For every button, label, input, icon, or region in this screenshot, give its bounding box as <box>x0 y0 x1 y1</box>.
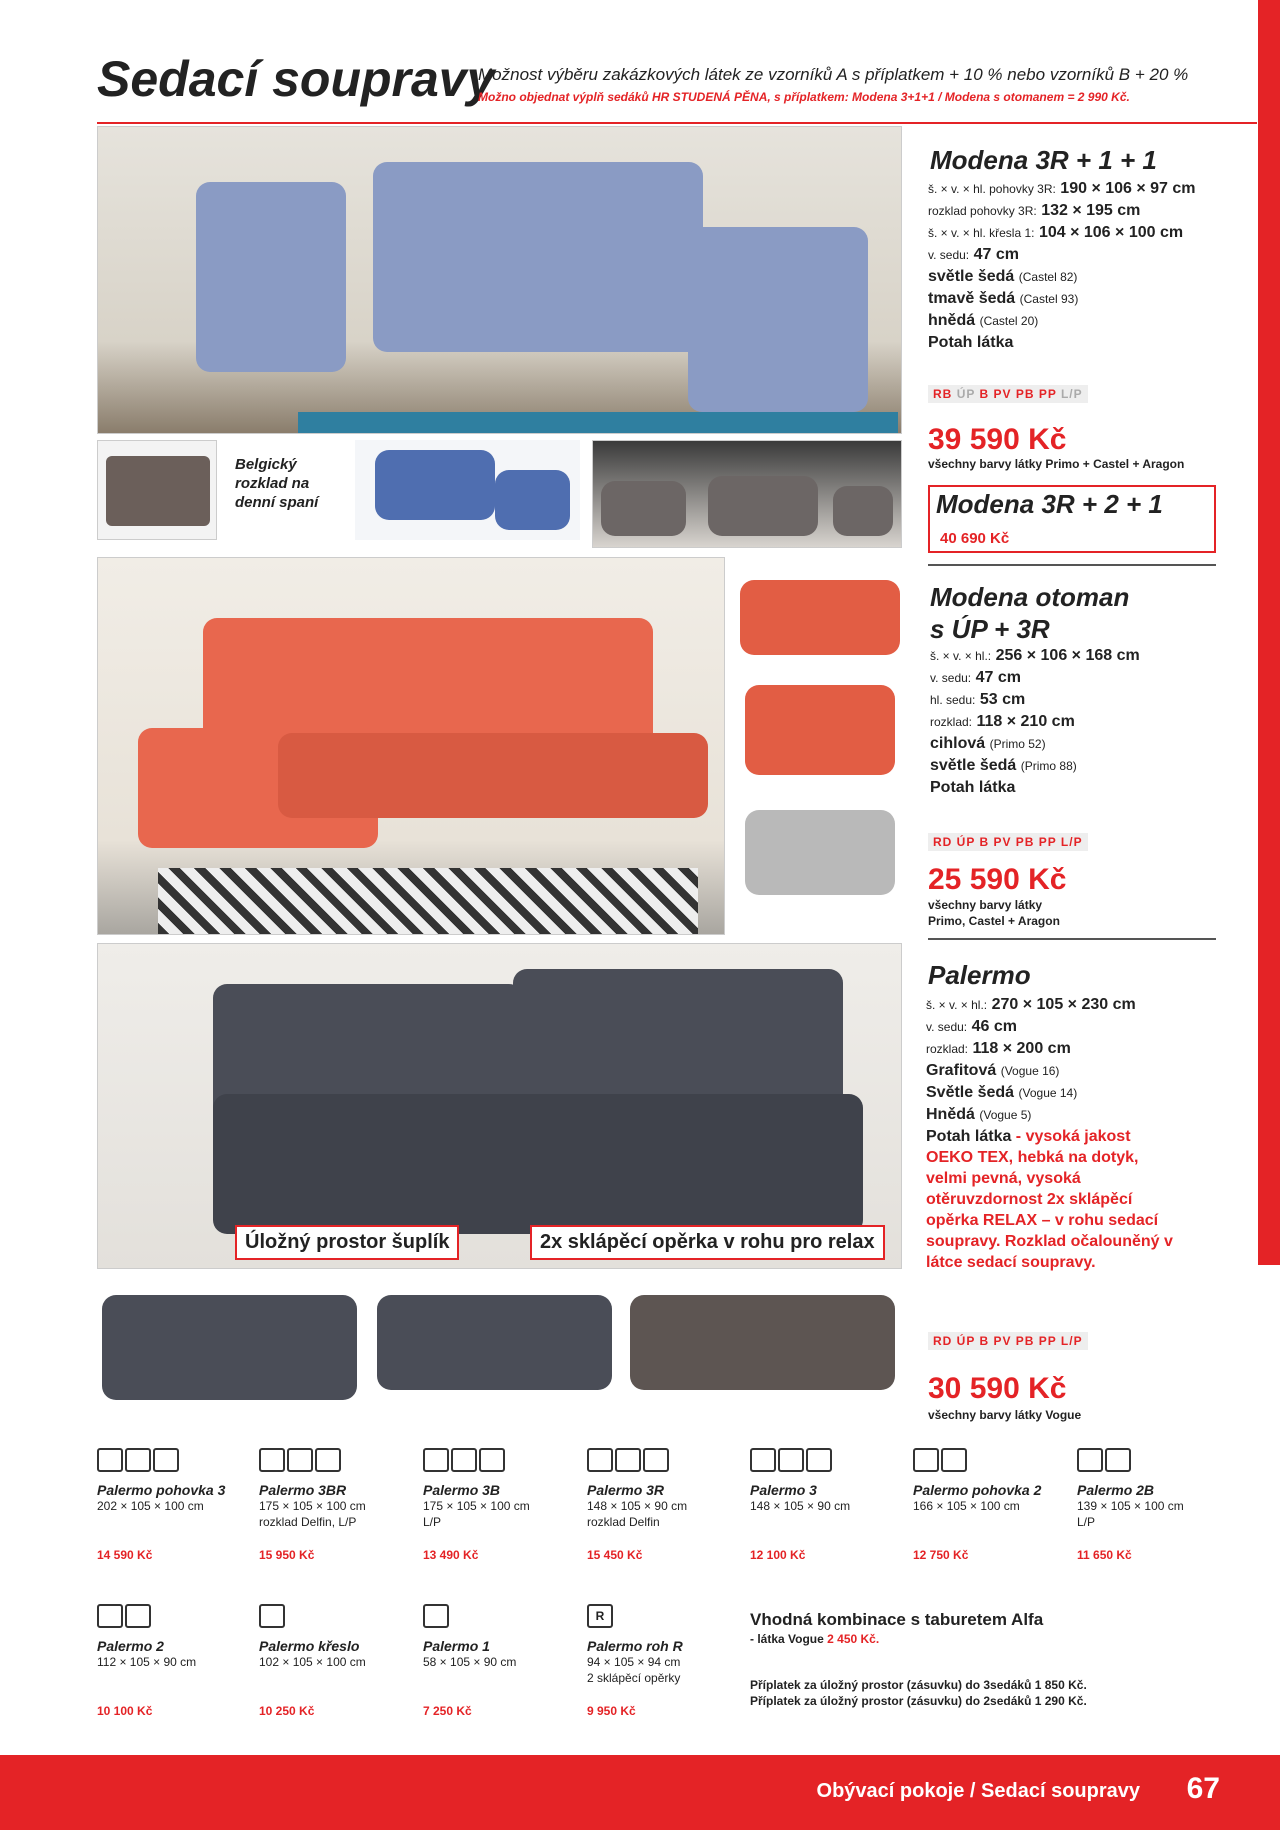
module-dims: 139 × 105 × 100 cm <box>1077 1499 1184 1513</box>
module-dims: 175 × 105 × 100 cm <box>423 1499 530 1513</box>
header-subtitle: Možnost výběru zakázkových látek ze vzorníků A s příplatkem + 10 % nebo vzorníků B + 20 % <box>478 65 1189 84</box>
module-name: Palermo 2B <box>1077 1482 1155 1498</box>
color-code: (Castel 20) <box>979 314 1039 328</box>
palermo-price: 30 590 Kč <box>928 1372 1067 1405</box>
seat-icon <box>750 1448 776 1472</box>
footer-section: Obývací pokoje / Sedací soupravy <box>816 1780 1140 1802</box>
module-icon <box>1077 1448 1237 1474</box>
palermo-tags: RD ÚP B PV PB PP L/P <box>928 1332 1088 1350</box>
otoman-bed-sofa <box>740 580 900 655</box>
seat-icon <box>1105 1448 1131 1472</box>
module-name: Palermo pohovka 3 <box>97 1482 226 1498</box>
color-name: tmavě šedá <box>928 290 1016 307</box>
spec-value: 118 × 210 cm <box>976 713 1075 730</box>
module-name: Palermo 1 <box>423 1638 490 1654</box>
otoman-title: Modena otoman <box>930 582 1130 612</box>
color-name: Hnědá <box>926 1106 975 1123</box>
seat-icon <box>287 1448 313 1472</box>
color-name: Grafitová <box>926 1062 997 1079</box>
otoman-title-2: s ÚP + 3R <box>930 614 1050 644</box>
module-dims: 112 × 105 × 90 cm <box>97 1655 197 1669</box>
modena-321-box <box>928 485 1216 553</box>
module-item <box>423 1448 583 1562</box>
palermo-small-sofa <box>102 1295 357 1400</box>
seat-icon <box>941 1448 967 1472</box>
fabric-description: - vysoká jakost OEKO TEX, hebká na dotyk, velmi pevná, vysoká otěruvzdornost 2x sklápěcí opěrka RELAX – v rohu sedací soupravy. Rozklad očalouněný v látce sedací soupravy. <box>926 1128 1173 1271</box>
otoman-seat <box>278 733 708 818</box>
module-icon <box>423 1448 583 1474</box>
module-icon <box>587 1604 747 1630</box>
spec-value: 270 × 105 × 230 cm <box>991 996 1136 1013</box>
module-dims: 94 × 105 × 94 cm <box>587 1655 681 1669</box>
seat-icon <box>913 1448 939 1472</box>
seat-icon <box>315 1448 341 1472</box>
page-title: Sedací soupravy <box>97 51 495 107</box>
module-item <box>913 1448 1073 1562</box>
module-dims: 58 × 105 × 90 cm <box>423 1655 517 1669</box>
seat-icon <box>479 1448 505 1472</box>
tag-on: B PV PB PP <box>979 387 1057 401</box>
modena-311-tags <box>928 385 1088 403</box>
otoman-price: 25 590 Kč <box>928 863 1067 896</box>
seat-icon <box>125 1448 151 1472</box>
module-dims: 202 × 105 × 100 cm <box>97 1499 204 1513</box>
spec-label: š. × v. × hl. pohovky 3R: <box>928 182 1056 196</box>
modena-311-price-note: všechny barvy látky Primo + Castel + Aragon <box>928 457 1185 471</box>
module-item <box>97 1448 257 1562</box>
tag-on: RB <box>933 387 953 401</box>
spec-label: rozklad: <box>930 715 973 729</box>
color-name: hnědá <box>928 312 976 329</box>
module-icon <box>423 1604 583 1630</box>
module-dims: L/P <box>423 1515 442 1529</box>
alfa-sub-text: - látka Vogue <box>750 1632 828 1646</box>
sofa-armchair-left <box>196 182 346 372</box>
module-price: 10 100 Kč <box>97 1704 153 1718</box>
spec-value: 46 cm <box>971 1018 1017 1035</box>
seat-icon <box>1077 1448 1103 1472</box>
module-item <box>259 1604 419 1718</box>
otoman-grey-sofa <box>745 810 895 895</box>
seat-icon <box>451 1448 477 1472</box>
spec-value: 104 × 106 × 100 cm <box>1038 224 1184 241</box>
modules-row-2 <box>97 1604 737 1724</box>
modena-321-price: 40 690 Kč <box>940 530 1010 547</box>
color-code: (Vogue 14) <box>1018 1086 1078 1100</box>
seat-icon <box>97 1448 123 1472</box>
color-code: (Primo 88) <box>1020 759 1077 773</box>
palermo-small-3 <box>625 1285 902 1410</box>
module-price: 15 950 Kč <box>259 1548 315 1562</box>
module-item <box>1077 1448 1237 1562</box>
section-divider <box>928 938 1216 940</box>
corner-icon: R <box>587 1604 613 1628</box>
callout-relax: 2x sklápěcí opěrka v rohu pro relax <box>530 1225 885 1260</box>
seat-icon <box>153 1448 179 1472</box>
palermo-seat <box>213 1094 863 1234</box>
module-price: 13 490 Kč <box>423 1548 479 1562</box>
spec-label: rozklad: <box>926 1042 969 1056</box>
rug <box>298 412 898 434</box>
unfolded-sofa <box>106 456 210 526</box>
alfa-sub-price: 2 450 Kč. <box>827 1632 880 1646</box>
module-item <box>259 1448 419 1562</box>
seat-icon <box>259 1604 285 1628</box>
module-price: 12 750 Kč <box>913 1548 969 1562</box>
palermo-specs <box>926 994 1181 1273</box>
module-icon <box>750 1448 910 1474</box>
spec-label: v. sedu: <box>928 248 970 262</box>
module-icon <box>259 1448 419 1474</box>
otoman-storage-photo <box>740 675 902 790</box>
fabric-label: Potah látka <box>928 334 1014 351</box>
seat-icon <box>806 1448 832 1472</box>
modena-311-specs <box>928 178 1238 353</box>
bed-unfold-photo <box>97 440 217 540</box>
shaggy-rug <box>158 868 698 934</box>
seat-icon <box>423 1604 449 1628</box>
module-dims: 166 × 105 × 100 cm <box>913 1499 1020 1513</box>
seat-icon <box>423 1448 449 1472</box>
module-name: Palermo 3R <box>587 1482 665 1498</box>
header-divider <box>97 122 1257 124</box>
module-name: Palermo 2 <box>97 1638 164 1654</box>
spec-value: 256 × 106 × 168 cm <box>995 647 1140 664</box>
module-name: Palermo křeslo <box>259 1638 360 1654</box>
seat-icon <box>125 1604 151 1628</box>
modena-main-photo <box>97 126 902 434</box>
blue-sofa-small <box>375 450 495 520</box>
module-name: Palermo 3 <box>750 1482 817 1498</box>
module-icon <box>913 1448 1073 1474</box>
modena-311-title: Modena 3R + 1 + 1 <box>930 145 1157 175</box>
palermo-small-sofa-drawer <box>377 1295 612 1390</box>
module-name: Palermo roh R <box>587 1638 683 1654</box>
sofa-armchair-right <box>688 227 868 412</box>
otoman-specs <box>930 645 1240 798</box>
color-code: (Castel 82) <box>1018 270 1078 284</box>
module-name: Palermo pohovka 2 <box>913 1482 1042 1498</box>
modena-grey-set-photo <box>592 440 902 548</box>
module-price: 14 590 Kč <box>97 1548 153 1562</box>
spec-value: 53 cm <box>979 691 1026 708</box>
otoman-bed-photo <box>740 570 902 665</box>
color-name: cihlová <box>930 735 986 752</box>
belgian-label: Belgický rozklad na denní spaní <box>235 456 319 511</box>
otoman-storage-sofa <box>745 685 895 775</box>
otoman-price-note-1: všechny barvy látky <box>928 898 1043 912</box>
module-item <box>587 1448 747 1562</box>
section-divider <box>928 564 1216 566</box>
otoman-tags: RD ÚP B PV PB PP L/P <box>928 833 1088 851</box>
module-dims: 175 × 105 × 100 cm <box>259 1499 366 1513</box>
module-item <box>423 1604 583 1718</box>
palermo-small-1 <box>97 1285 362 1410</box>
spec-value: 47 cm <box>973 246 1019 263</box>
seat-icon <box>259 1448 285 1472</box>
spec-label: v. sedu: <box>930 671 972 685</box>
grey-armchair <box>833 486 893 536</box>
module-icon <box>97 1604 257 1630</box>
module-name: Palermo 3BR <box>259 1482 347 1498</box>
module-price: 15 450 Kč <box>587 1548 643 1562</box>
spec-label: hl. sedu: <box>930 693 976 707</box>
otoman-price-note-2: Primo, Castel + Aragon <box>928 914 1060 928</box>
header-note: Možno objednat výplň sedáků HR STUDENÁ PĚNA, s příplatkem: Modena 3+1+1 / Modena s otomanem = 2 990 Kč. <box>478 90 1130 104</box>
spec-label: rozklad pohovky 3R: <box>928 204 1037 218</box>
module-dims: rozklad Delfin <box>587 1515 660 1529</box>
alfa-note-1: Příplatek za úložný prostor (zásuvku) do 3sedáků 1 850 Kč. <box>750 1678 1087 1692</box>
seat-icon <box>97 1604 123 1628</box>
tag-off: L/P <box>1060 387 1083 401</box>
module-price: 11 650 Kč <box>1077 1548 1132 1562</box>
spec-value: 190 × 106 × 97 cm <box>1060 180 1196 197</box>
seat-icon <box>587 1448 613 1472</box>
palermo-title: Palermo <box>928 960 1031 990</box>
blue-sofas-photo <box>355 440 580 540</box>
otoman-grey-photo <box>740 800 902 915</box>
module-dims: rozklad Delfin, L/P <box>259 1515 357 1529</box>
spec-label: v. sedu: <box>926 1020 968 1034</box>
module-name: Palermo 3B <box>423 1482 501 1498</box>
modules-row-1 <box>97 1448 1257 1568</box>
module-dims: 148 × 105 × 90 cm <box>587 1499 688 1513</box>
fabric-label: Potah látka <box>930 779 1016 796</box>
module-dims: 2 sklápěcí opěrky <box>587 1671 681 1685</box>
spec-label: š. × v. × hl.: <box>930 649 992 663</box>
spec-value: 47 cm <box>975 669 1021 686</box>
otoman-main-photo <box>97 557 725 935</box>
module-price: 7 250 Kč <box>423 1704 472 1718</box>
module-icon <box>97 1448 257 1474</box>
spec-value: 118 × 200 cm <box>972 1040 1071 1057</box>
seat-icon <box>615 1448 641 1472</box>
palermo-main-photo <box>97 943 902 1269</box>
module-dims: 148 × 105 × 90 cm <box>750 1499 851 1513</box>
module-icon <box>587 1448 747 1474</box>
seat-icon <box>643 1448 669 1472</box>
color-code: (Vogue 5) <box>979 1108 1032 1122</box>
alfa-title: Vhodná kombinace s taburetem Alfa <box>750 1610 1044 1629</box>
spec-label: š. × v. × hl. křesla 1: <box>928 226 1035 240</box>
spec-value: 132 × 195 cm <box>1041 202 1141 219</box>
palermo-small-2 <box>372 1285 617 1410</box>
module-dims: 102 × 105 × 100 cm <box>259 1655 366 1669</box>
alfa-note-2: Příplatek za úložný prostor (zásuvku) do 2sedáků 1 290 Kč. <box>750 1694 1087 1708</box>
module-icon <box>259 1604 419 1630</box>
spec-label: š. × v. × hl.: <box>926 998 988 1012</box>
tag-off: ÚP <box>956 387 976 401</box>
seat-icon <box>778 1448 804 1472</box>
color-code: (Castel 93) <box>1019 292 1079 306</box>
module-item <box>97 1604 257 1718</box>
grey-sofa-2 <box>601 481 686 536</box>
module-price: 9 950 Kč <box>587 1704 636 1718</box>
color-name: Světle šedá <box>926 1084 1015 1101</box>
color-code: (Vogue 16) <box>1000 1064 1060 1078</box>
module-item <box>750 1448 910 1562</box>
palermo-price-note: všechny barvy látky Vogue <box>928 1408 1082 1422</box>
blue-armchair-small <box>495 470 570 530</box>
module-price: 12 100 Kč <box>750 1548 806 1562</box>
sofa-3r <box>373 162 703 352</box>
color-name: světle šedá <box>930 757 1017 774</box>
module-item <box>587 1604 747 1718</box>
color-name: světle šedá <box>928 268 1015 285</box>
alfa-sub <box>750 1632 879 1646</box>
modena-311-price: 39 590 Kč <box>928 423 1067 456</box>
side-accent-bar <box>1258 0 1280 1265</box>
module-price: 10 250 Kč <box>259 1704 315 1718</box>
page-number: 67 <box>1186 1772 1220 1805</box>
module-dims: L/P <box>1077 1515 1096 1529</box>
modena-321-title: Modena 3R + 2 + 1 <box>936 489 1163 519</box>
fabric-label: Potah látka <box>926 1128 1012 1145</box>
grey-sofa-3 <box>708 476 818 536</box>
color-code: (Primo 52) <box>989 737 1046 751</box>
palermo-small-sofa-brown <box>630 1295 895 1390</box>
callout-storage: Úložný prostor šuplík <box>235 1225 459 1260</box>
